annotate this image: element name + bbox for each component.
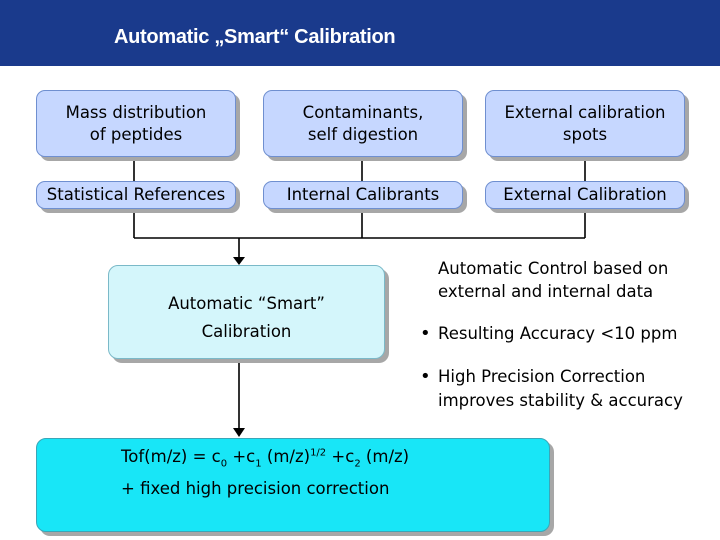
source-box-external-spots: [485, 90, 685, 157]
bullet-item-accuracy: [420, 322, 677, 346]
source-box-contaminants: [263, 90, 463, 157]
smart-calibration-box: [108, 265, 385, 359]
smart-calibration-text: Automatic “Smart”: [168, 294, 325, 313]
arrowhead: [233, 428, 245, 437]
reference-box-statistical: [36, 181, 236, 209]
bullet-dot-icon: •: [420, 366, 431, 387]
bullet-item-precision: [420, 365, 683, 413]
source-box-text: Contaminants,: [302, 102, 424, 122]
source-box-text: Mass distribution: [65, 102, 207, 122]
bullet-dot-icon: •: [420, 323, 431, 344]
bullet-text: improves stability & accuracy: [438, 391, 683, 410]
arrowhead: [233, 257, 245, 265]
source-box-text: External calibration: [504, 102, 666, 122]
formula-subscript: 1: [255, 458, 262, 470]
bullet-text: Resulting Accuracy <10 ppm: [438, 324, 678, 343]
control-note-line: external and internal data: [438, 282, 654, 301]
formula-part: +c: [326, 447, 355, 466]
formula-part: (m/z): [360, 447, 410, 466]
formula-superscript: 1/2: [310, 447, 327, 459]
formula-correction: + fixed high precision correction: [121, 479, 390, 498]
bullet-text: High Precision Correction: [438, 367, 646, 386]
reference-box-text: Internal Calibrants: [286, 185, 440, 204]
reference-box-internal: [263, 181, 463, 209]
smart-calibration-text: Calibration: [201, 322, 292, 341]
source-box-text: self digestion: [307, 124, 419, 144]
formula-part: +c: [227, 447, 256, 466]
control-note: [438, 257, 668, 303]
reference-box-text: Statistical References: [46, 185, 226, 204]
source-box-mass-distribution: [36, 90, 236, 157]
formula-part: Tof(m/z) = c: [121, 447, 221, 466]
reference-box-external: [485, 181, 685, 209]
formula-part: (m/z): [261, 447, 311, 466]
page-title: Automatic „Smart“ Calibration: [114, 26, 396, 48]
formula-subscript: 0: [220, 458, 228, 470]
formula-equation: [121, 447, 409, 469]
source-box-text: spots: [562, 124, 608, 144]
reference-box-text: External Calibration: [503, 185, 667, 204]
control-note-line: Automatic Control based on: [438, 259, 669, 278]
source-box-text: of peptides: [89, 124, 183, 144]
formula-box: [36, 438, 550, 532]
formula-subscript: 2: [354, 458, 361, 470]
